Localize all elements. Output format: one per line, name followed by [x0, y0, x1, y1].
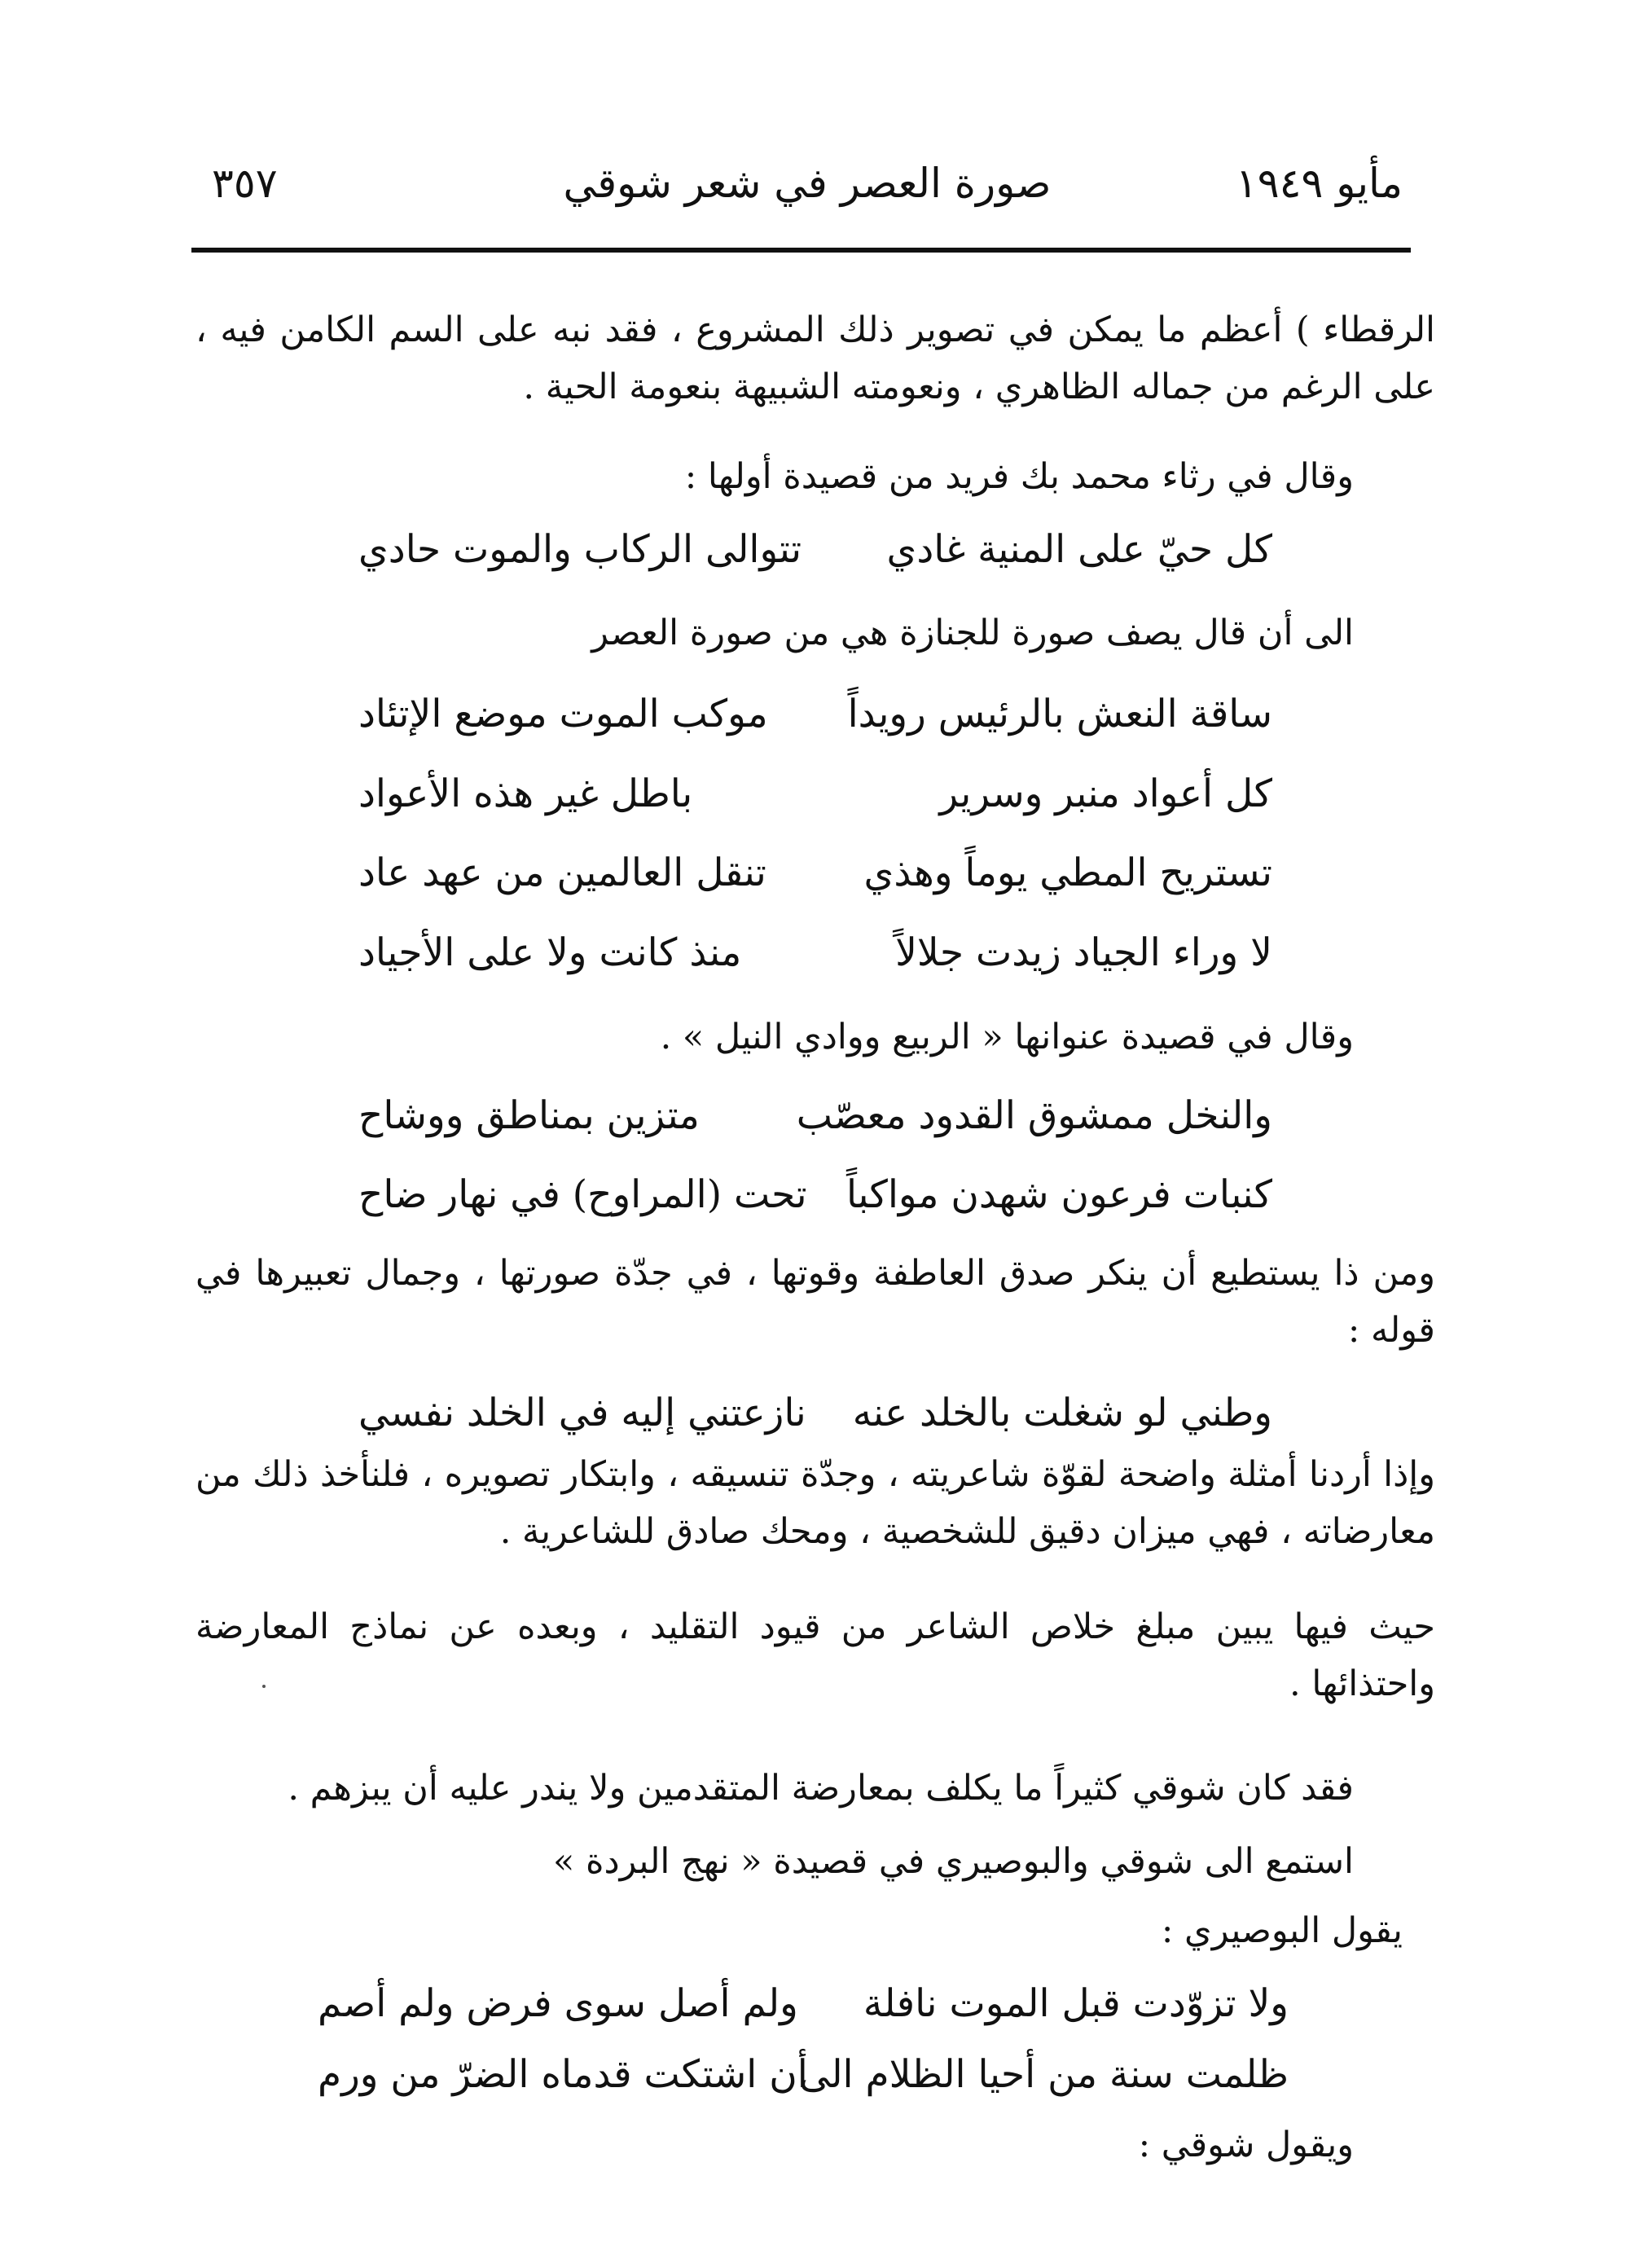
verse-first-hemistich: ظلمت سنة من أحيا الظلام الى	[799, 2052, 1289, 2097]
header-title: صورة العصر في شعر شوقي	[563, 160, 1052, 207]
paragraph: ويقول شوقي :	[1138, 2125, 1354, 2165]
verse-second-hemistich: نازعتني إليه في الخلد نفسي	[358, 1391, 806, 1435]
verse-second-hemistich: تحت (المراوح) في نهار ضاح	[358, 1172, 807, 1217]
verse-second-hemistich: ولم أصل سوى فرض ولم أصم	[318, 1981, 798, 2026]
verse-line	[358, 686, 1272, 743]
verse-second-hemistich: موكب الموت موضع الإتئاد	[358, 692, 768, 736]
paragraph: وقال في رثاء محمد بك فريد من قصيدة أولها :	[684, 456, 1354, 497]
verse-line	[318, 1976, 1289, 2033]
paragraph: استمع الى شوقي والبوصيري في قصيدة « نهج البردة »	[552, 1841, 1354, 1882]
paragraph: ومن ذا يستطيع أن ينكر صدق العاطفة وقوتها ، في جدّة صورتها ، وجمال تعبيرها في قوله :	[195, 1253, 1435, 1351]
verse-second-hemistich: متزين بمناطق ووشاح	[358, 1093, 700, 1138]
paragraph: حيث فيها يبين مبلغ خلاص الشاعر من قيود التقليد ، وبعده عن نماذج المعارضة واحتذائها .	[195, 1606, 1435, 1704]
verse-first-hemistich: لا وراء الجياد زيدت جلالاً	[895, 930, 1272, 975]
verse-first-hemistich: وطني لو شغلت بالخلد عنه	[852, 1391, 1272, 1435]
running-header	[212, 147, 1403, 220]
verse-line	[358, 521, 1272, 578]
verse-line	[358, 925, 1272, 982]
verse-first-hemistich: تستريح المطي يوماً وهذي	[863, 850, 1272, 895]
paragraph: يقول البوصيري :	[1161, 1910, 1403, 1951]
verse-line	[358, 1088, 1272, 1145]
verse-line	[358, 766, 1272, 823]
verse-line	[318, 2046, 1289, 2103]
page-number: ٣٥٧	[212, 160, 278, 207]
verse-first-hemistich: كل أعواد منبر وسرير	[939, 771, 1272, 816]
paragraph: الرقطاء ) أعظم ما يمكن في تصوير ذلك المشروع ، فقد نبه على السم الكامن فيه ، على الرغم من جماله الظاهري ، ونعومته الشبيهة بنعومة الحية .	[195, 310, 1435, 407]
header-rule	[191, 248, 1411, 253]
paragraph: وإذا أردنا أمثلة واضحة لقوّة شاعريته ، وجدّة تنسيقه ، وابتكار تصويره ، فلنأخذ ذلك من معارضاته ، فهي ميزان دقيق للشخصية ، ومحك صادق للشاعرية .	[195, 1454, 1435, 1552]
verse-second-hemistich: تنقل العالمين من عهد عاد	[358, 850, 766, 895]
verse-first-hemistich: كل حيّ على المنية غادي	[886, 527, 1272, 572]
verse-first-hemistich: والنخل ممشوق القدود معصّب	[796, 1093, 1272, 1138]
print-speck	[262, 1685, 266, 1688]
verse-first-hemistich: كنبات فرعون شهدن مواكباً	[846, 1172, 1272, 1217]
verse-second-hemistich: أن اشتكت قدماه الضرّ من ورم	[318, 2052, 808, 2097]
header-date: مأيو ١٩٤٩	[1235, 160, 1403, 207]
verse-line	[358, 1385, 1272, 1442]
verse-first-hemistich: ولا تزوّدت قبل الموت نافلة	[863, 1981, 1289, 2026]
verse-second-hemistich: باطل غير هذه الأعواد	[358, 771, 693, 816]
paragraph: فقد كان شوقي كثيراً ما يكلف بمعارضة المتقدمين ولا يندر عليه أن يبزهم .	[288, 1768, 1354, 1809]
verse-line	[358, 845, 1272, 902]
verse-first-hemistich: ساقة النعش بالرئيس رويداً	[847, 692, 1272, 736]
paragraph: وقال في قصيدة عنوانها « الربيع ووادي النيل » .	[660, 1017, 1354, 1057]
verse-second-hemistich: منذ كانت ولا على الأجياد	[358, 930, 742, 975]
verse-second-hemistich: تتوالى الركاب والموت حادي	[358, 527, 802, 572]
paragraph: الى أن قال يصف صورة للجنازة هي من صورة العصر	[591, 613, 1354, 653]
verse-line	[358, 1167, 1272, 1224]
